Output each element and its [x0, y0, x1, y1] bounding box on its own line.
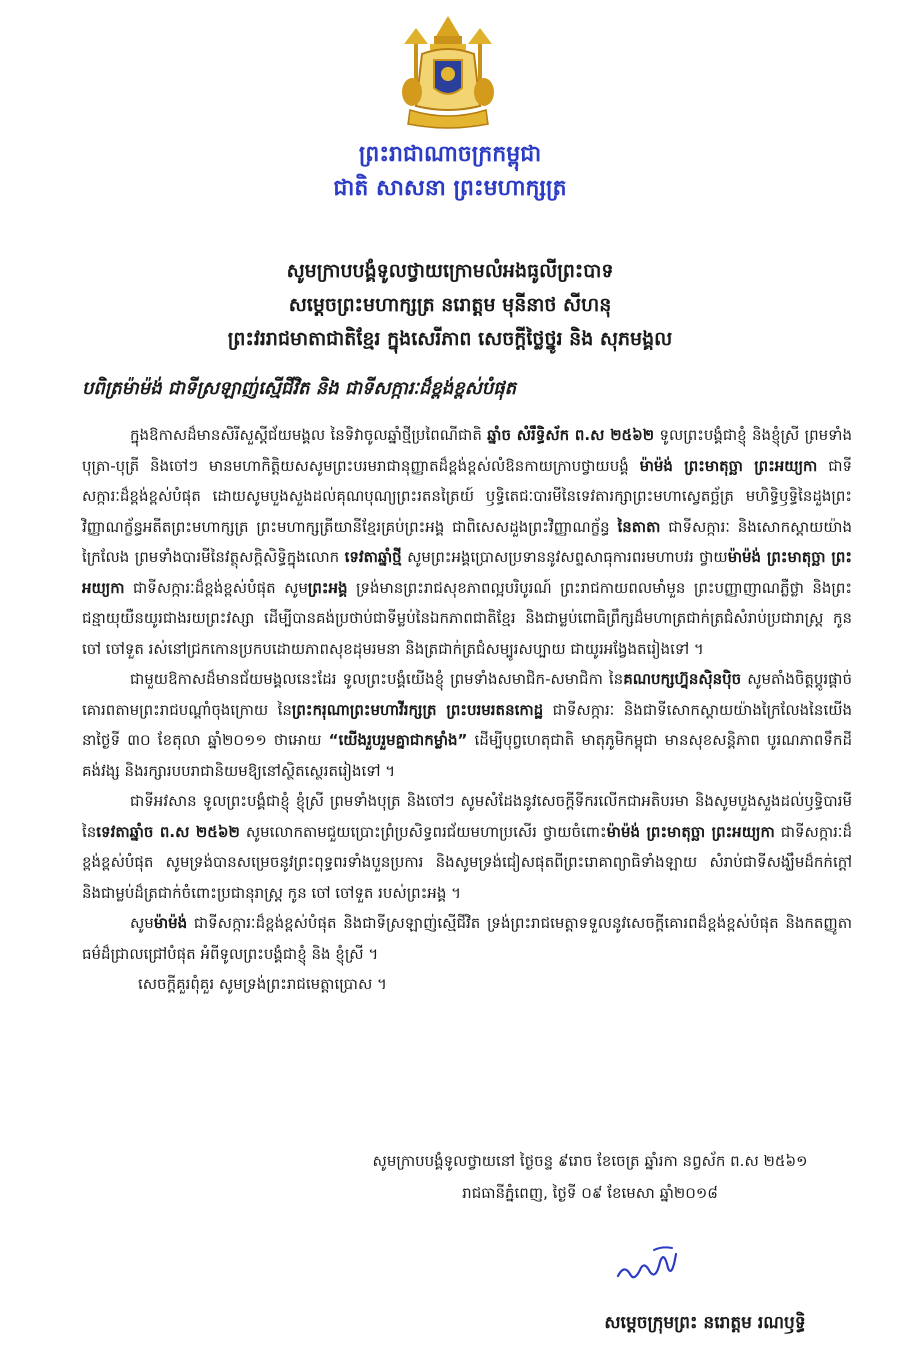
- national-motto: ជាតិ សាសនា ព្រះមហាក្សត្រ: [333, 176, 567, 201]
- kingdom-name: ព្រះរាជាណាចក្រកម្ពុជា: [358, 142, 542, 167]
- signer-name: សម្តេចក្រុមព្រះ នរោត្តម រណឫទ្ធិ: [604, 1313, 806, 1333]
- addressee-line: សូមក្រាបបង្គំទូលថ្វាយក្រោមលំអងធូលីព្រះបាទ: [286, 260, 614, 282]
- addressee-block: [0, 254, 900, 356]
- paragraph-3: ជាទីអវសាន ទូលព្រះបង្គំជាខ្ញុំ ខ្ញុំស្រី ព្រមទាំងបុត្រ និងចៅៗ សូមសំដែងនូវសេចក្តីទីករលើកជាអតិបរមា និងសូមបួងសួងដល់ឫទ្ធិបារមី នៃទេវតាឆ្នាំច ព.ស ២៥៦២ សូមលោកតាមជួយប្រោះព្រំប្រសិទ្ធពរជ័យមហាប្រសើរ ថ្វាយចំពោះម៉ាម៉ង់ ព្រះមាតុច្ឆា ព្រះអយ្យកា ជាទីសក្ការៈដ៏ខ្ពង់ខ្ពស់បំផុត សូមទ្រង់បានសម្រេចនូវព្រះពុទ្ធពរទាំងបួនប្រការ និងសូមទ្រង់ជៀសផុតពីព្រះរោគាព្យាធិទាំងឡាយ សំរាប់ជាទីសង្ឃឹមដ៏កក់ក្តៅ និងជាម្លប់ដ៏ត្រជាក់ចំពោះប្រជានុរាស្ត្រ កូន ចៅ ចៅទួត របស់ព្រះអង្គ ។: [82, 792, 852, 902]
- dateline-lunar: សូមក្រាបបង្គំទូលថ្វាយនៅ ថ្ងៃចន្ទ ៩រោច ខែចេត្រ ឆ្នាំរកា នព្វស័ក ព.ស ២៥៦១: [372, 1152, 808, 1170]
- dateline-place-date: រាជធានីភ្នំពេញ, ថ្ងៃទី ០៩ ខែមេសា ឆ្នាំ២០១៨: [462, 1184, 718, 1202]
- paragraph-4: សូមម៉ាម៉ង់ ជាទីសក្ការៈដ៏ខ្ពង់ខ្ពស់បំផុត និងជាទីស្រឡាញ់ស្មើជីវិត ទ្រង់ព្រះរាជមេត្តាទទួលនូវសេចក្តីគោរពដ៏ខ្ពង់ខ្ពស់បំផុត និងកតញ្ញូតាធម៌ដ៏ជ្រាលជ្រៅបំផុត អំពីទូលព្រះបង្គំជាខ្ញុំ និង ខ្ញុំស្រី ។: [82, 914, 852, 963]
- royal-coat-of-arms-icon: [394, 14, 502, 132]
- closing-line: សេចក្តីគួរពុំគួរ សូមទ្រង់ព្រះរាជមេត្តាប្រោស ។: [138, 975, 387, 993]
- addressee-line: ព្រះវររាជមាតាជាតិខ្មែរ ក្នុងសេរីភាព សេចក្តីថ្លៃថ្នូរ និង សុភមង្គល: [227, 328, 673, 350]
- letter-body: [82, 420, 852, 1000]
- paragraph-1: ក្នុងឱកាសដ៏មានសិរីសួស្តីជ័យមង្គល នៃទិវាចូលឆ្នាំថ្មីប្រពៃណីជាតិ ឆ្នាំច សំរឹទ្ធិស័ក ព.ស ២៥៦២ ទូលព្រះបង្គំជាខ្ញុំ និងខ្ញុំស្រី ព្រមទាំងបុត្រា-បុត្រី និងចៅៗ មានមហាកិត្តិយសសូមព្រះបរមរាជានុញ្ញាតដ៏ខ្ពង់ខ្ពស់លំឱនកាយក្រាបថ្វាយបង្គំ ម៉ាម៉ង់ ព្រះមាតុច្ឆា ព្រះអយ្យកា ជាទីសក្ការៈដ៏ខ្ពង់ខ្ពស់បំផុត ដោយសូមបួងសួងដល់គុណបុណ្យព្រះរតនត្រៃយ៍ ឫទ្ធិតេជៈបារមីនៃទេវតារក្សាព្រះមហាស្វេតច្ឆ័ត្រ មហិទ្ធិឫទ្ធិនៃដួងព្រះវិញ្ញាណក្ខ័ន្ធអតីតព្រះមហាក្សត្រ ព្រះមហាក្សត្រីយានីខ្មែរគ្រប់ព្រះអង្គ ជាពិសេសដួងព្រះវិញ្ញាណក្ខ័ន្ធ នៃតាតា ជាទីសក្ការៈ និងសោកស្តាយយ៉ាងក្រៃលែង ព្រមទាំងបារមីនៃវត្ថុសក្តិសិទ្ធិក្នុងលោក ទេវតាឆ្នាំថ្មី សូមព្រះអង្គប្រោសប្រទាននូវសព្ទសាធុការពរមហាបវរ ថ្វាយម៉ាម៉ង់ ព្រះមាតុច្ឆា ព្រះអយ្យកា ជាទីសក្ការៈដ៏ខ្ពង់ខ្ពស់បំផុត សូមព្រះអង្គ ទ្រង់មានព្រះរាជសុខភាពល្អបរិបូរណ៍ ព្រះរាជកាយពលមាំមួន ព្រះបញ្ញាញាណភ្លឺថ្លា និងព្រះជន្មាយុយឺនយូរជាងរយព្រះវស្សា ដើម្បីបានគង់ប្រថាប់ជាទីម្លប់នៃឯកភាពជាតិខ្មែរ និងជាម្លប់ពោធិព្រឹក្សដ៏មហាត្រជាក់ត្រជំសំរាប់ប្រជារាស្ត្រ កូន ចៅ ចៅទួត រស់នៅជ្រកកោនប្រកបដោយភាពសុខដុមរមនា និងត្រជាក់ត្រជំសម្បូរសប្បាយ ជាយូរអង្វែងតរៀងទៅ ។: [82, 426, 852, 658]
- salutation: បពិត្រម៉ាម៉ង់ ជាទីស្រឡាញ់ស្មើជីវិត និង ជាទីសក្ការៈដ៏ខ្ពង់ខ្ពស់បំផុត: [82, 378, 517, 399]
- addressee-line: សម្តេចព្រះមហាក្សត្រ នរោត្តម មុនីនាថ សីហនុ: [288, 294, 612, 316]
- handwritten-signature: [614, 1242, 684, 1288]
- paragraph-2: ជាមួយឱកាសដ៏មានជ័យមង្គលនេះដែរ ទូលព្រះបង្គំយើងខ្ញុំ ព្រមទាំងសមាជិក-សមាជិកា នៃគណបក្សហ្វ៊ុនស៊ិនប៉ិច សូមតាំងចិត្តប្តូរផ្តាច់គោរពតាមព្រះរាជបណ្តាំចុងក្រោយ នៃព្រះករុណាព្រះមហាវីរក្សត្រ ព្រះបរមរតនកោដ្ឋ ជាទីសក្ការៈ និងជាទីសោកស្តាយយ៉ាងក្រៃលែងនៃយើង នាថ្ងៃទី ៣០ ខែតុលា ឆ្នាំ២០១១ ថាអោយ “យើងរួបរួមគ្នាជាកម្លាំង” ដើម្បីបុព្វហេតុជាតិ មាតុភូមិកម្ពុជា មានសុខសន្តិភាព បូរណភាពទឹកដីគង់វង្ស និងរក្សារបបរាជានិយមឱ្យនៅស្ថិតស្ថេរតរៀងទៅ ។: [82, 670, 853, 780]
